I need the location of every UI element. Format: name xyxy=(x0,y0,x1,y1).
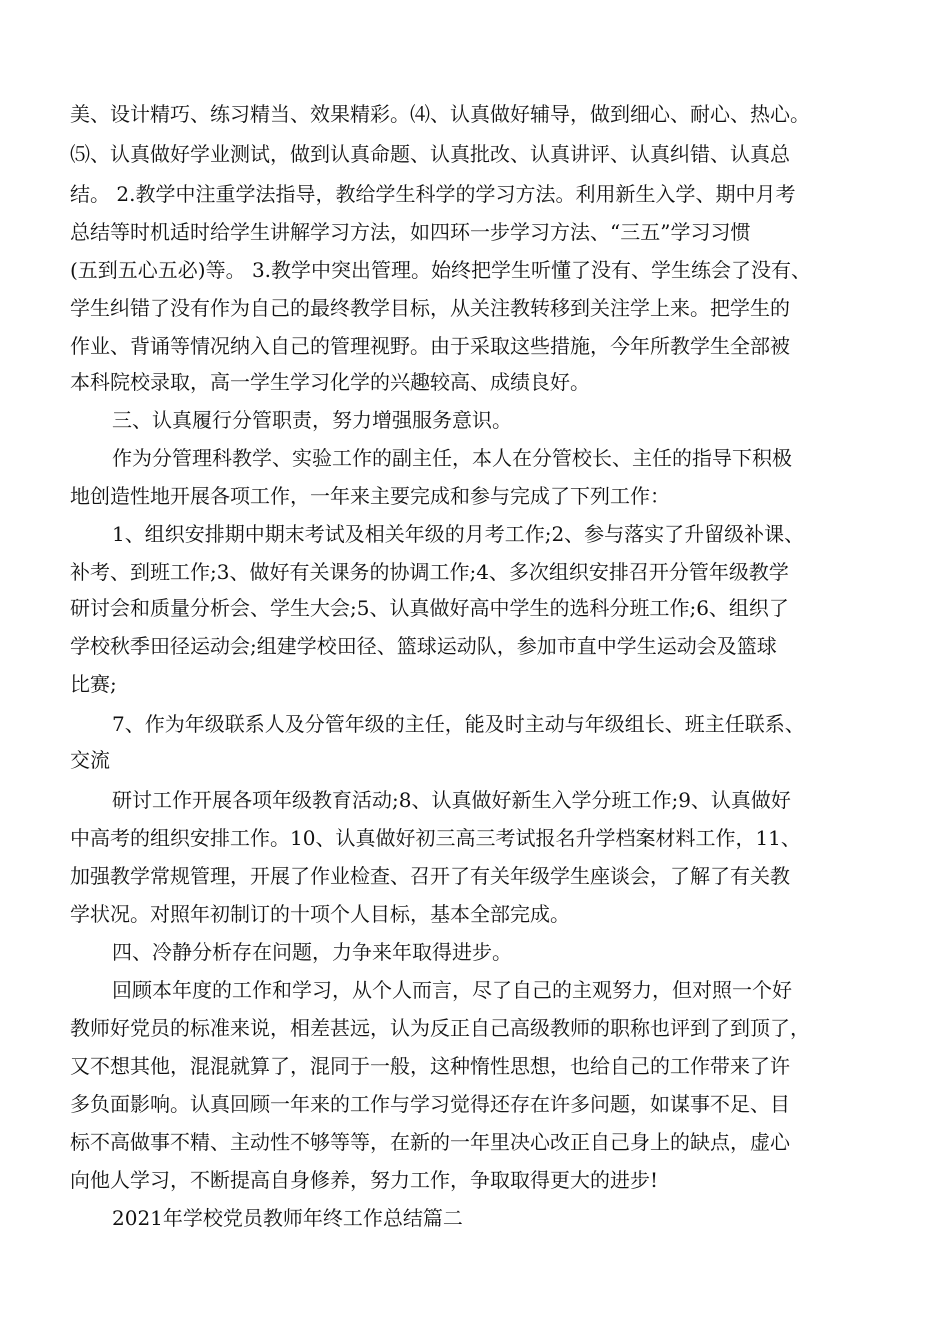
text-line: 学生纠错了没有作为自己的最终教学目标，从关注教转移到关注学上来。把学生的 xyxy=(70,296,790,320)
paragraph-first-line: 回顾本年度的工作和学习，从个人而言，尽了自己的主观努力，但对照一个好 xyxy=(112,978,792,1002)
text-line: 美、设计精巧、练习精当、效果精彩。⑷、认真做好辅导，做到细心、耐心、热心。 xyxy=(70,102,810,126)
text-line: 教师好党员的标准来说，相差甚远，认为反正自己高级教师的职称也评到了到顶了， xyxy=(70,1016,810,1040)
text-line: ⑸、认真做好学业测试，做到认真命题、认真批改、认真讲评、认真纠错、认真总 xyxy=(70,142,790,166)
text-line: 学状况。对照年初制订的十项个人目标，基本全部完成。 xyxy=(70,902,570,926)
text-line: 中高考的组织安排工作。10、认真做好初三高三考试报名升学档案材料工作，11、 xyxy=(70,826,801,850)
paragraph-first-line: 研讨工作开展各项年级教育活动;8、认真做好新生入学分班工作;9、认真做好 xyxy=(112,788,791,812)
paragraph-first-line: 1、组织安排期中期末考试及相关年级的月考工作;2、参与落实了升留级补课、 xyxy=(112,522,805,546)
text-line: 补考、到班工作;3、做好有关课务的协调工作;4、多次组织安排召开分管年级教学 xyxy=(70,560,789,584)
text-line: 总结等时机适时给学生讲解学习方法，如四环一步学习方法、“三五”学习习惯 xyxy=(70,220,751,244)
paragraph-first-line: 7、作为年级联系人及分管年级的主任，能及时主动与年级组长、班主任联系、 xyxy=(112,712,805,736)
text-line: (五到五心五必)等。 3.教学中突出管理。始终把学生听懂了没有、学生练会了没有、 xyxy=(70,258,812,282)
text-line: 多负面影响。认真回顾一年来的工作与学习觉得还存在许多问题，如谋事不足、目 xyxy=(70,1092,790,1116)
text-line: 标不高做事不精、主动性不够等等，在新的一年里决心改正自己身上的缺点，虚心 xyxy=(70,1130,790,1154)
text-line: 又不想其他，混混就算了，混同于一般，这种惰性思想，也给自己的工作带来了许 xyxy=(70,1054,790,1078)
next-article-title: 2021年学校党员教师年终工作总结篇二 xyxy=(112,1206,463,1230)
text-line: 交流 xyxy=(70,748,110,772)
text-line: 本科院校录取，高一学生学习化学的兴趣较高、成绩良好。 xyxy=(70,370,590,394)
text-line: 比赛; xyxy=(70,672,117,696)
section-heading: 四、冷静分析存在问题，力争来年取得进步。 xyxy=(112,940,512,964)
text-line: 研讨会和质量分析会、学生大会;5、认真做好高中学生的选科分班工作;6、组织了 xyxy=(70,596,789,620)
text-line: 地创造性地开展各项工作，一年来主要完成和参与完成了下列工作： xyxy=(70,484,670,508)
text-line: 向他人学习，不断提高自身修养，努力工作，争取取得更大的进步! xyxy=(70,1168,659,1192)
text-line: 作业、背诵等情况纳入自己的管理视野。由于采取这些措施，今年所教学生全部被 xyxy=(70,334,790,358)
text-line: 结。 2.教学中注重学法指导，教给学生科学的学习方法。利用新生入学、期中月考 xyxy=(70,182,796,206)
paragraph-first-line: 作为分管理科教学、实验工作的副主任，本人在分管校长、主任的指导下积极 xyxy=(112,446,792,470)
text-line: 加强教学常规管理，开展了作业检查、召开了有关年级学生座谈会，了解了有关教 xyxy=(70,864,790,888)
text-line: 学校秋季田径运动会;组建学校田径、篮球运动队，参加市直中学生运动会及篮球 xyxy=(70,634,777,658)
section-heading: 三、认真履行分管职责，努力增强服务意识。 xyxy=(112,408,512,432)
